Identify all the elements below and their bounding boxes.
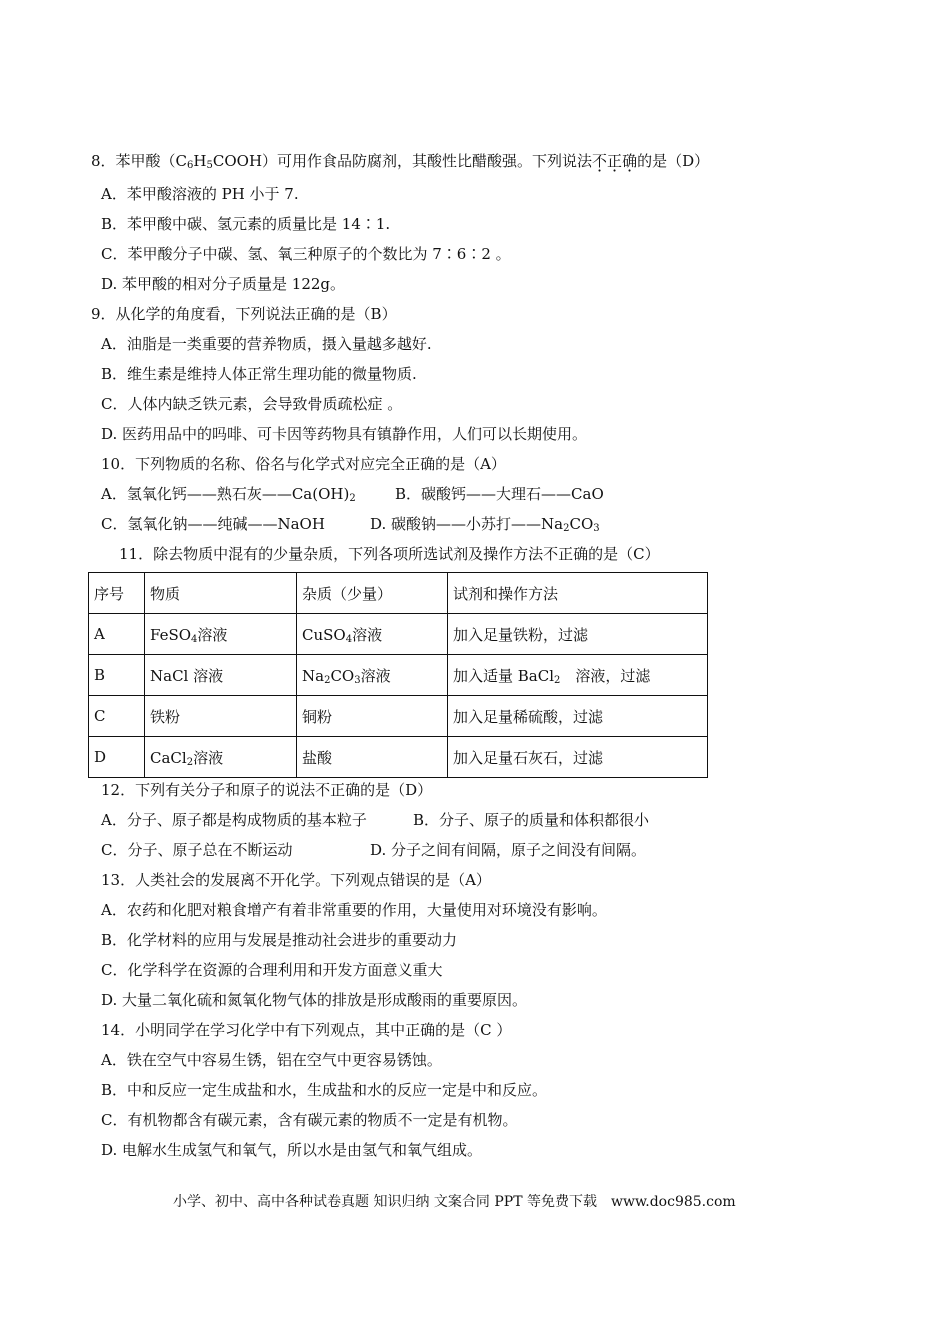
table-header-row xyxy=(89,573,708,614)
q12-option-d: D. 分子之间有间隔，原子之间没有间隔。 xyxy=(370,841,647,859)
q12-option-a: A．分子、原子都是构成物质的基本粒子 xyxy=(101,811,367,829)
table-cell: CuSO$_4$溶液 xyxy=(297,614,448,655)
q10-option-a: A．氢氧化钙——熟石灰$——Ca(OH)_2$ xyxy=(101,485,356,504)
q9-option-c: C．人体内缺乏铁元素，会导致骨质疏松症 。 xyxy=(101,395,403,413)
q12-option-c: C．分子、原子总在不断运动 xyxy=(101,841,293,859)
header-cell: 试剂和操作方法 xyxy=(448,573,708,614)
table-cell: B xyxy=(89,655,145,696)
q9-option-b: B．维生素是维持人体正常生理功能的微量物质. xyxy=(101,365,417,383)
q14-stem: 14．小明同学在学习化学中有下列观点，其中正确的是（C ） xyxy=(101,1021,512,1039)
table-cell: D xyxy=(89,737,145,778)
q14-option-b: B．中和反应一定生成盐和水，生成盐和水的反应一定是中和反应。 xyxy=(101,1081,548,1099)
table-cell: 加入足量铁粉，过滤 xyxy=(448,614,708,655)
q13-option-c: C．化学科学在资源的合理利用和开发方面意义重大 xyxy=(101,961,443,979)
table-cell: NaCl 溶液 xyxy=(145,655,297,696)
q12-stem: 12．下列有关分子和原子的说法不正确的是（D） xyxy=(101,781,433,799)
q13-option-d: D. 大量二氧化硫和氮氧化物气体的排放是形成酸雨的重要原因。 xyxy=(101,991,528,1009)
q13-option-b: B．化学材料的应用与发展是推动社会进步的重要动力 xyxy=(101,931,458,949)
q9-stem: 9．从化学的角度看，下列说法正确的是（B） xyxy=(91,305,397,323)
page-footer: 小学、初中、高中各种试卷真题 知识归纳 文案合同 PPT 等免费下载 www.doc985.com xyxy=(173,1194,736,1210)
q10-option-c: C．氢氧化钠——纯碱——NaOH xyxy=(101,515,325,533)
q9-option-d: D. 医药用品中的吗啡、可卡因等药物具有镇静作用，人们可以长期使用。 xyxy=(101,425,588,443)
table-cell: $Na_2CO_3$溶液 xyxy=(297,655,448,696)
header-cell: 物质 xyxy=(145,573,297,614)
table-row xyxy=(89,655,708,696)
q11-table xyxy=(88,572,708,778)
q10-option-d: D. 碳酸钠——小苏打$——Na_2CO_3$ xyxy=(370,515,600,534)
q11-stem: 11．除去物质中混有的少量杂质，下列各项所选试剂及操作方法不正确的是（C） xyxy=(119,545,660,563)
header-cell: 杂质（少量） xyxy=(297,573,448,614)
q8-option-d: D. 苯甲酸的相对分子质量是 122g。 xyxy=(101,275,346,293)
q8-stem: 8．苯甲酸$(C_6H_5COOH)$可用作食品防腐剂，其酸性比醋酸强。下列说法不正确的是（D） xyxy=(91,152,710,171)
q8-option-b: B．苯甲酸中碳、氢元素的质量比是 14∶1. xyxy=(101,215,391,233)
q14-option-c: C．有机物都含有碳元素，含有碳元素的物质不一定是有机物。 xyxy=(101,1111,518,1129)
q12-option-b: B．分子、原子的质量和体积都很小 xyxy=(413,811,650,829)
table-cell: 盐酸 xyxy=(297,737,448,778)
table-cell: FeSO$_4$溶液 xyxy=(145,614,297,655)
q10-option-b: B．碳酸钙——大理石——CaO xyxy=(395,485,604,503)
table-cell: 铁粉 xyxy=(145,696,297,737)
header-cell: 序号 xyxy=(89,573,145,614)
table-cell: C xyxy=(89,696,145,737)
q14-option-a: A．铁在空气中容易生锈，铝在空气中更容易锈蚀。 xyxy=(101,1051,442,1069)
table-row xyxy=(89,737,708,778)
q14-option-d: D. 电解水生成氢气和氧气，所以水是由氢气和氧气组成。 xyxy=(101,1141,483,1159)
q13-option-a: A．农药和化肥对粮食增产有着非常重要的作用，大量使用对环境没有影响。 xyxy=(101,901,607,919)
table-row xyxy=(89,614,708,655)
q10-stem: 10．下列物质的名称、俗名与化学式对应完全正确的是（A） xyxy=(101,455,506,473)
table-cell: 加入足量石灰石，过滤 xyxy=(448,737,708,778)
table-cell: A xyxy=(89,614,145,655)
q8-option-c: C．苯甲酸分子中碳、氢、氧三种原子的个数比为 7∶6∶2 。 xyxy=(101,245,511,263)
q8-option-a: A．苯甲酸溶液的 PH 小于 7. xyxy=(101,185,299,203)
table-cell: 铜粉 xyxy=(297,696,448,737)
table-row xyxy=(89,696,708,737)
q13-stem: 13．人类社会的发展离不开化学。下列观点错误的是（A） xyxy=(101,871,491,889)
table-cell: CaCl$_2$溶液 xyxy=(145,737,297,778)
table-cell: 加入适量 BaCl$_2$ 溶液，过滤 xyxy=(448,655,708,696)
q9-option-a: A．油脂是一类重要的营养物质，摄入量越多越好. xyxy=(101,335,432,353)
table-cell: 加入足量稀硫酸，过滤 xyxy=(448,696,708,737)
